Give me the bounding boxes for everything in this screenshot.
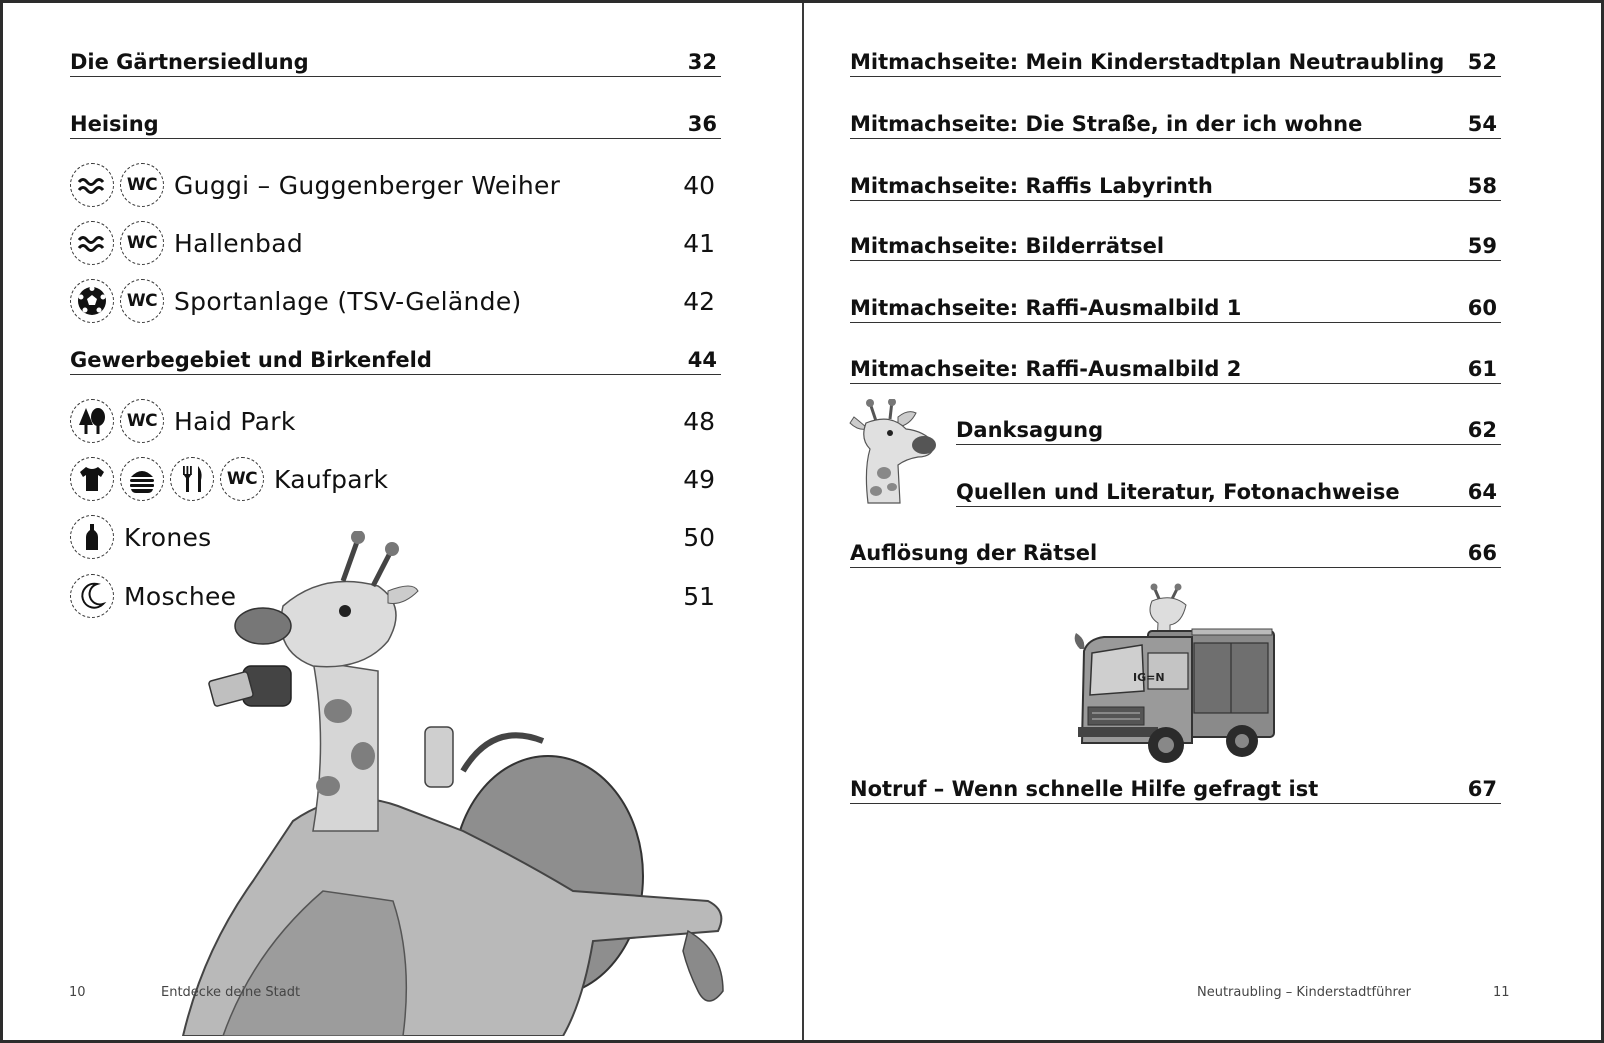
toc-page-number: 32 bbox=[687, 50, 717, 74]
toc-entry-quellen[interactable] bbox=[956, 479, 1501, 507]
wc-icon: WC bbox=[220, 457, 264, 501]
toc-entry-danksagung[interactable] bbox=[956, 417, 1501, 445]
giraffe-shopping-illustration bbox=[163, 531, 743, 1036]
toc-page-number: 50 bbox=[683, 522, 715, 552]
wc-icon: WC bbox=[120, 221, 164, 265]
toc-entry-ausmalbild-2[interactable] bbox=[850, 356, 1501, 384]
toc-page-number: 58 bbox=[1467, 174, 1497, 198]
toc-page-number: 62 bbox=[1467, 418, 1497, 442]
toc-page-number: 52 bbox=[1467, 50, 1497, 74]
toc-page-number: 60 bbox=[1467, 296, 1497, 320]
toc-title: Notruf – Wenn schnelle Hilfe gefragt ist bbox=[850, 777, 1319, 801]
toc-page-number: 51 bbox=[683, 581, 715, 611]
toc-page-number: 54 bbox=[1467, 112, 1497, 136]
footer-page-number: 11 bbox=[1493, 985, 1510, 1000]
toc-item-hallenbad[interactable] bbox=[70, 218, 721, 268]
crescent-icon bbox=[70, 574, 114, 618]
right-page bbox=[804, 3, 1601, 1040]
toc-title: Mitmachseite: Die Straße, in der ich wohne bbox=[850, 112, 1363, 136]
footer-page-number: 10 bbox=[69, 985, 86, 1000]
burger-icon bbox=[120, 457, 164, 501]
toc-title: Guggi – Guggenberger Weiher bbox=[174, 170, 561, 200]
toc-title: Krones bbox=[124, 522, 212, 552]
toc-entry-bilderraetsel[interactable] bbox=[850, 233, 1501, 261]
toc-entry-ausmalbild-1[interactable] bbox=[850, 295, 1501, 323]
toc-heading-heising[interactable] bbox=[70, 111, 721, 139]
waves-icon bbox=[70, 221, 114, 265]
toc-title: Haid Park bbox=[174, 406, 296, 436]
toc-page-number: 67 bbox=[1467, 777, 1497, 801]
toc-entry-kinderstadtplan[interactable] bbox=[850, 49, 1501, 77]
footer-text: Entdecke deine Stadt bbox=[161, 985, 301, 1000]
toc-item-sportanlage[interactable] bbox=[70, 276, 721, 326]
toc-title: Mitmachseite: Raffi-Ausmalbild 2 bbox=[850, 357, 1242, 381]
fire-truck-illustration bbox=[1074, 583, 1284, 768]
toc-title: Moschee bbox=[124, 581, 237, 611]
trees-icon bbox=[70, 399, 114, 443]
toc-title: Kaufpark bbox=[274, 464, 389, 494]
wc-icon: WC bbox=[120, 399, 164, 443]
toc-title: Heising bbox=[70, 112, 159, 136]
toc-entry-notruf[interactable] bbox=[850, 776, 1501, 804]
left-page bbox=[3, 3, 802, 1040]
toc-title: Gewerbegebiet und Birkenfeld bbox=[70, 348, 432, 372]
toc-title: Mitmachseite: Mein Kinderstadtplan Neutraubling bbox=[850, 50, 1445, 74]
toc-entry-aufloesung[interactable] bbox=[850, 540, 1501, 568]
footer-text: Neutraubling – Kinderstadtführer bbox=[1197, 985, 1411, 1000]
toc-title: Mitmachseite: Bilderrätsel bbox=[850, 234, 1165, 258]
waves-icon bbox=[70, 163, 114, 207]
toc-item-kaufpark[interactable] bbox=[70, 454, 721, 504]
toc-title: Hallenbad bbox=[174, 228, 303, 258]
truck-label: IG=N bbox=[1133, 671, 1165, 684]
toc-entry-labyrinth[interactable] bbox=[850, 173, 1501, 201]
toc-page-number: 49 bbox=[683, 464, 715, 494]
toc-title: Die Gärtnersiedlung bbox=[70, 50, 309, 74]
toc-item-guggi[interactable] bbox=[70, 160, 721, 210]
toc-heading-gewerbegebiet[interactable] bbox=[70, 347, 721, 375]
toc-entry-strasse[interactable] bbox=[850, 111, 1501, 139]
toc-title: Mitmachseite: Raffi-Ausmalbild 1 bbox=[850, 296, 1242, 320]
toc-page-number: 42 bbox=[683, 286, 715, 316]
toc-page-number: 36 bbox=[687, 112, 717, 136]
toc-page-number: 44 bbox=[687, 348, 717, 372]
soccer-ball-icon bbox=[70, 279, 114, 323]
wc-icon: WC bbox=[120, 163, 164, 207]
giraffe-head-illustration bbox=[846, 399, 938, 505]
toc-title: Sportanlage (TSV-Gelände) bbox=[174, 286, 522, 316]
toc-page-number: 41 bbox=[683, 228, 715, 258]
toc-page-number: 66 bbox=[1467, 541, 1497, 565]
toc-title: Auflösung der Rätsel bbox=[850, 541, 1098, 565]
toc-page-number: 48 bbox=[683, 406, 715, 436]
toc-page-number: 59 bbox=[1467, 234, 1497, 258]
toc-item-haid-park[interactable] bbox=[70, 396, 721, 446]
toc-page-number: 61 bbox=[1467, 357, 1497, 381]
bottle-icon bbox=[70, 515, 114, 559]
toc-heading-gaertnersiedlung[interactable] bbox=[70, 49, 721, 77]
toc-title: Danksagung bbox=[956, 418, 1104, 442]
toc-title: Mitmachseite: Raffis Labyrinth bbox=[850, 174, 1213, 198]
toc-page-number: 64 bbox=[1467, 480, 1497, 504]
toc-title: Quellen und Literatur, Fotonachweise bbox=[956, 480, 1400, 504]
cutlery-icon bbox=[170, 457, 214, 501]
toc-page-number: 40 bbox=[683, 170, 715, 200]
tshirt-icon bbox=[70, 457, 114, 501]
wc-icon: WC bbox=[120, 279, 164, 323]
